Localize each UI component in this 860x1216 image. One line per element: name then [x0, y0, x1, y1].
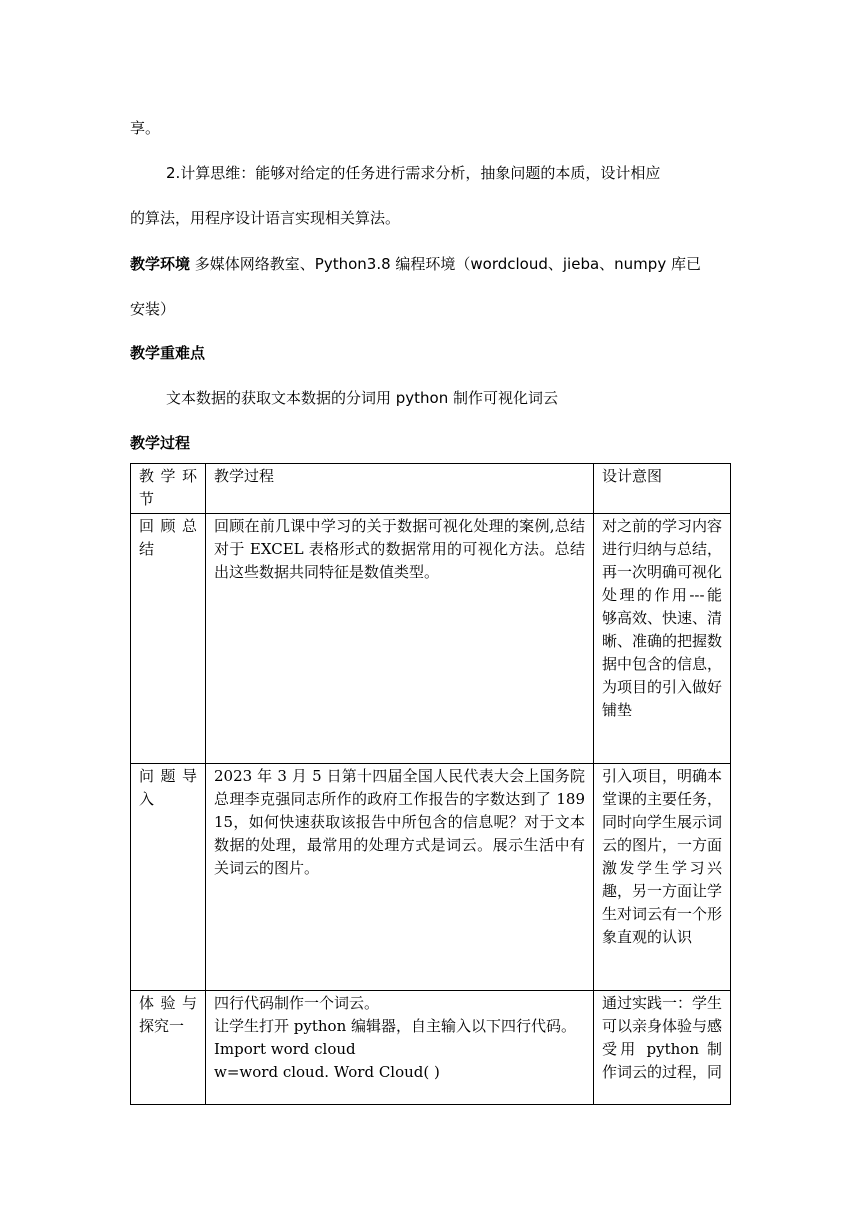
heading-key-points: 教学重难点: [130, 344, 206, 362]
stage-cell: 回顾总结: [131, 514, 206, 764]
table-row: [131, 764, 731, 991]
stage-cell: 体验与探究一: [131, 991, 206, 1105]
paragraph-computational-thinking-line2: 的算法，用程序设计语言实现相关算法。: [130, 209, 401, 227]
paragraph-teaching-environment: [130, 254, 730, 274]
env-label: 教学环境: [130, 255, 191, 273]
paragraph-computational-thinking-line1: 2.计算思维：能够对给定的任务进行需求分析，抽象问题的本质，设计相应: [166, 164, 661, 182]
code-line: w=word cloud. Word Cloud( ): [214, 1063, 440, 1081]
intent-cell: 对之前的学习内容进行归纳与总结，再一次明确可视化处理的作用---能够高效、快速、清晰、准确的把握数据中包含的信息，为项目的引入做好铺垫: [594, 514, 731, 764]
header-cell-intent: 设计意图: [594, 464, 731, 514]
header-cell-process: 教学过程: [206, 464, 594, 514]
header-cell-stage: 教学环节: [131, 464, 206, 514]
process-cell: 回顾在前几课中学习的关于数据可视化处理的案例,总结对于 EXCEL 表格形式的数据常用的可视化方法。总结出这些数据共同特征是数值类型。: [206, 514, 594, 764]
paragraph-teaching-environment-line2: 安装）: [130, 300, 176, 318]
table-header-row: [131, 464, 731, 514]
intent-cell: 引入项目，明确本堂课的主要任务，同时向学生展示词云的图片，一方面激发学生学习兴趣，另一方面让学生对词云有一个形象直观的认识: [594, 764, 731, 991]
code-line: Import word cloud: [214, 1040, 356, 1058]
teaching-process-table: [130, 463, 731, 1105]
stage-cell: 问题导入: [131, 764, 206, 991]
process-line: 让学生打开 python 编辑器，自主输入以下四行代码。: [214, 1017, 576, 1035]
process-cell: 2023 年 3 月 5 日第十四届全国人民代表大会上国务院总理李克强同志所作的政府工作报告的字数达到了 18915，如何快速获取该报告中所包含的信息呢？对于文本数据的处理，最常用的处理方式是词云。展示生活中有关词云的图片。: [206, 764, 594, 991]
heading-teaching-process: 教学过程: [130, 434, 191, 452]
process-cell: [206, 991, 594, 1105]
paragraph-key-points: 文本数据的获取文本数据的分词用 python 制作可视化词云: [166, 389, 559, 407]
table-row: [131, 514, 731, 764]
process-line: 四行代码制作一个词云。: [214, 994, 380, 1012]
paragraph-continuation: 享。: [130, 119, 161, 137]
intent-cell: 通过实践一：学生可以亲身体验与感受用 python 制作词云的过程，同: [594, 991, 731, 1105]
env-text: 多媒体网络教室、Python3.8 编程环境（wordcloud、jieba、numpy 库已: [190, 255, 701, 273]
table-row: [131, 991, 731, 1105]
